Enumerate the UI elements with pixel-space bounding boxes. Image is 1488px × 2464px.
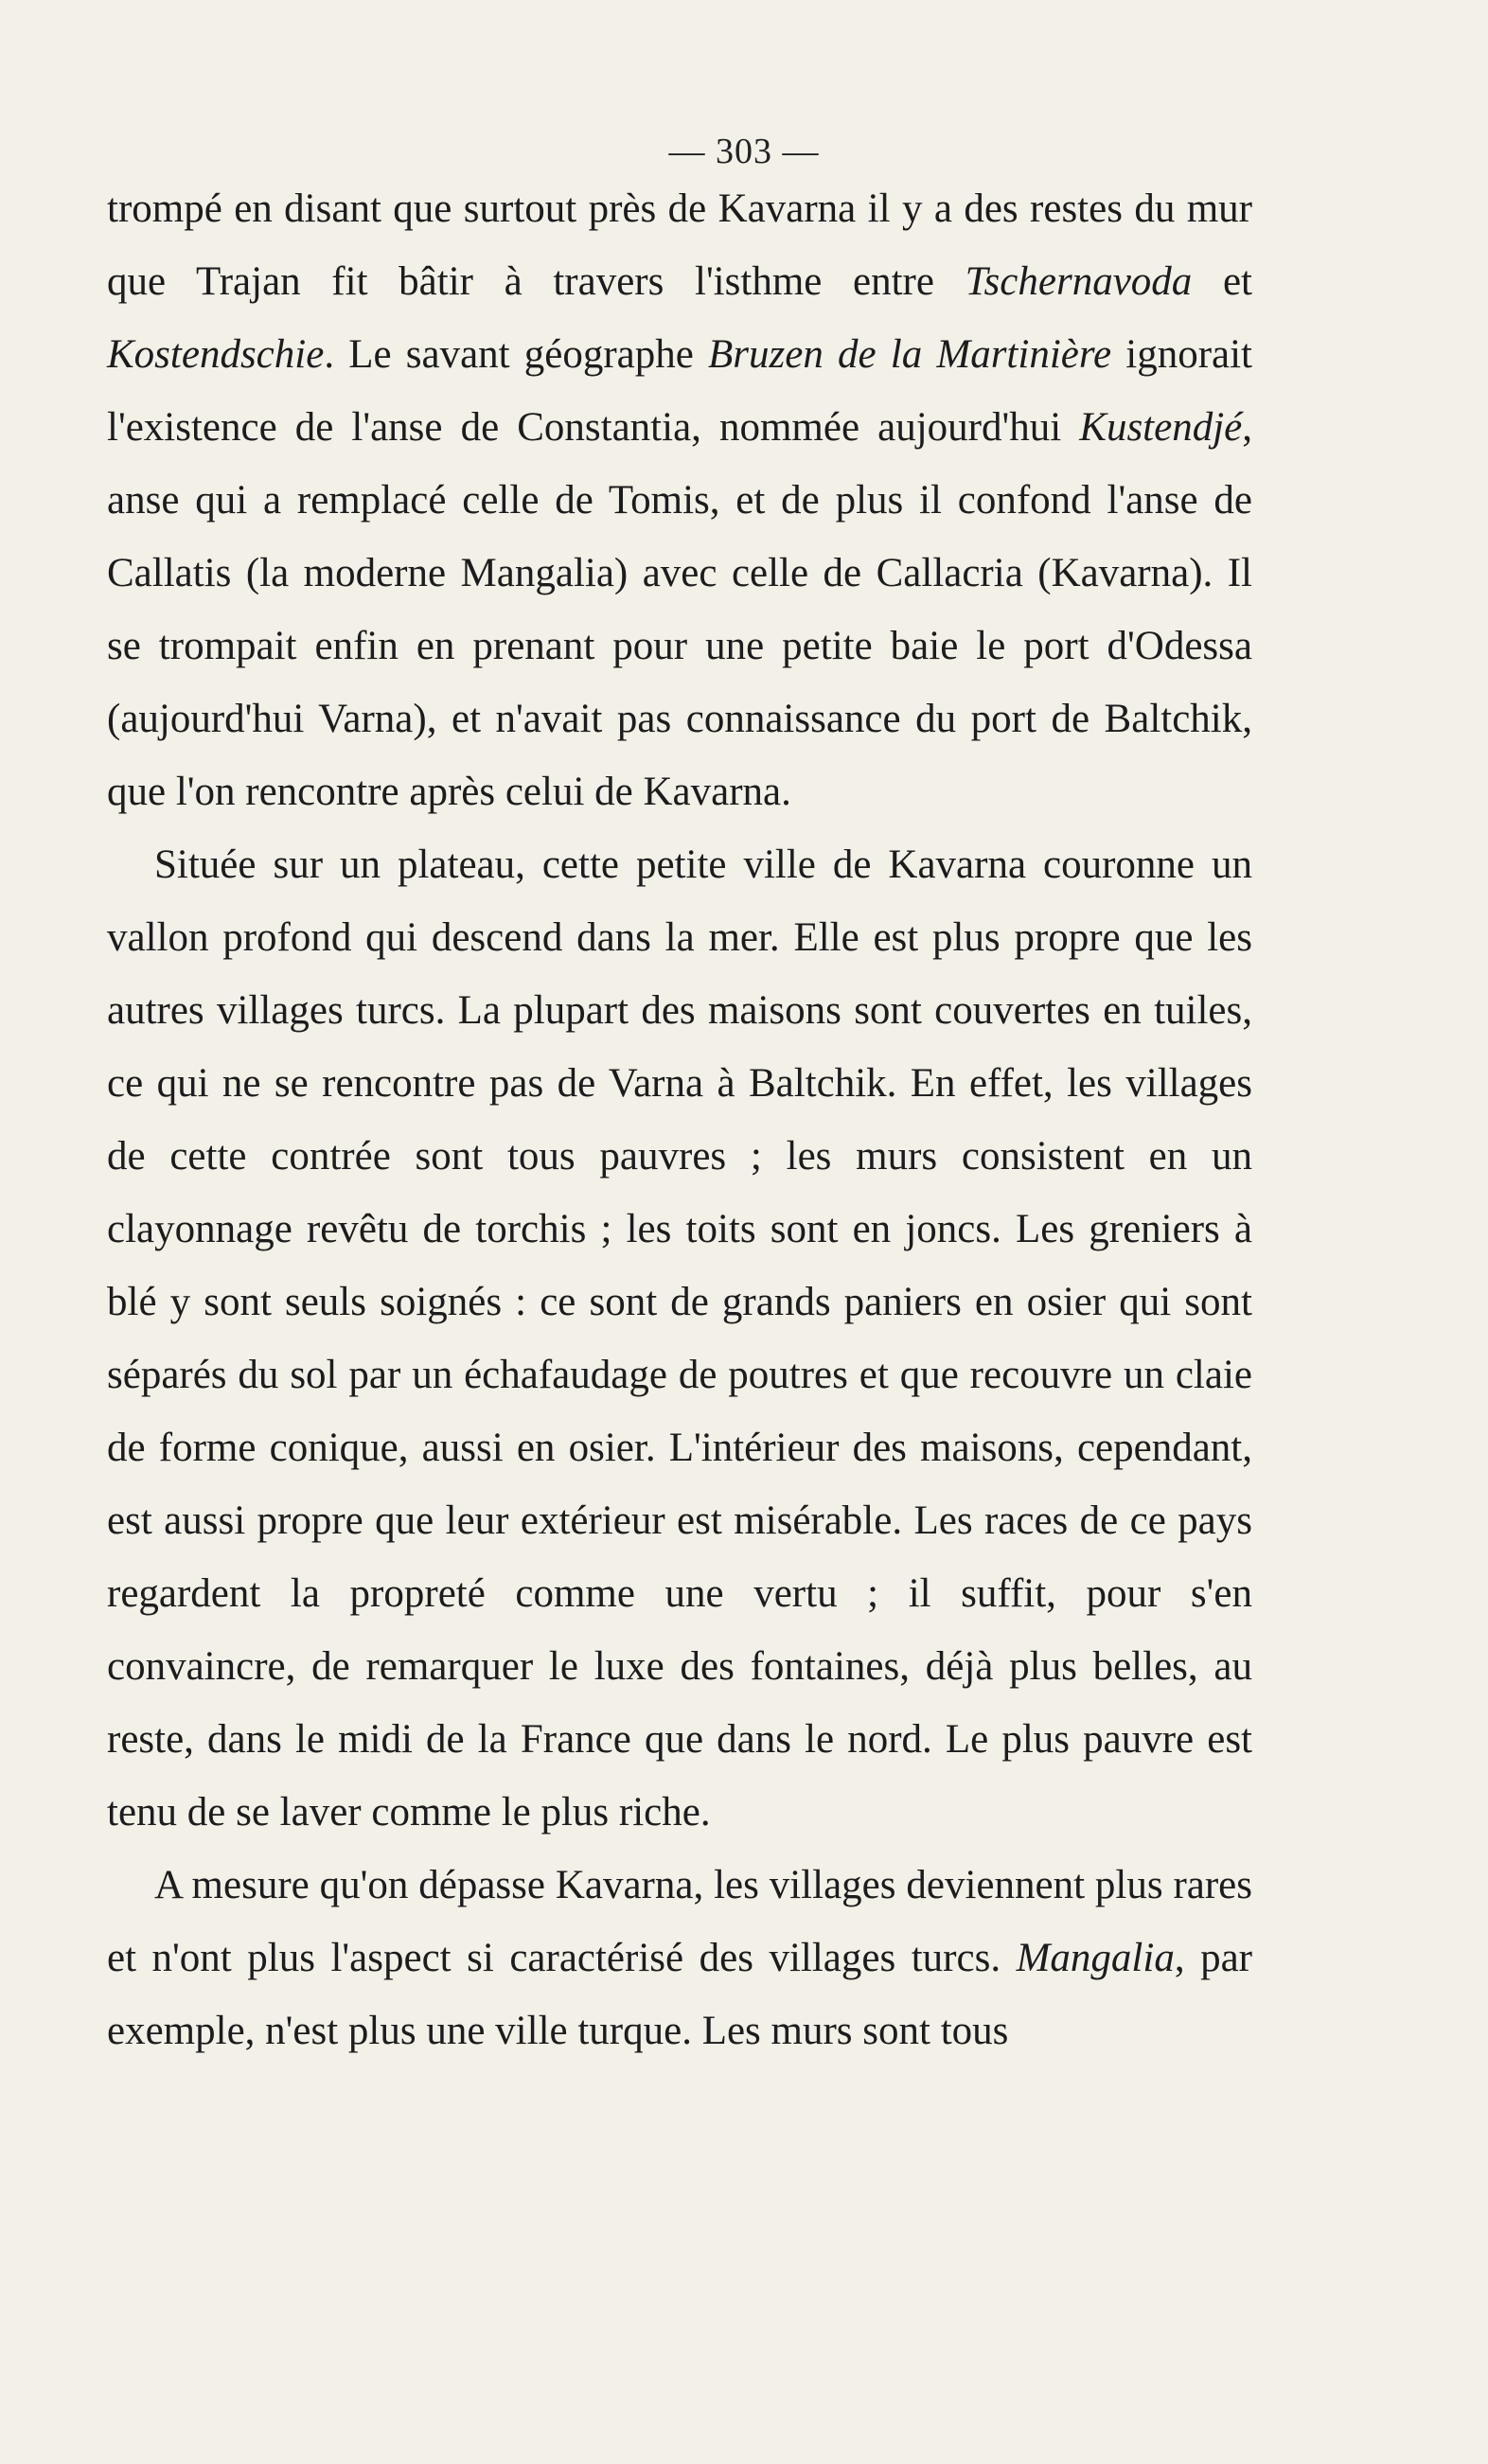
text-segment: . Le savant géographe xyxy=(324,332,709,377)
text-segment: A mesure qu'on dépasse Kavarna, les villages deviennent plus rares et n'ont plus l'aspect si caractérisé des villages turcs. xyxy=(107,1863,1252,1980)
text-segment: , par exemple, n'est plus une ville turque. Les murs sont tous xyxy=(107,1936,1253,2053)
text-segment: Située sur un plateau, cette petite ville de Kavarna couronne un vallon profond qui descend dans la mer. Elle est plus propre que les autres villages turcs. La plupart des maisons sont couvertes en tuiles, ce qui ne se rencontre pas de Varna à Baltchik. En effet, les villages de cette contrée sont tous pauvres ; les murs consistent en un clayonnage revêtu de torchis ; les toits sont en joncs. Les greniers à blé y sont seuls soignés : ce sont de grands paniers en osier qui sont séparés du sol par un échafaudage de poutres et que recouvre un claie de forme conique, aussi en osier. L'intérieur des maisons, cependant, est aussi propre que leur extérieur est misérable. Les races de ce pays regardent la propreté comme une vertu ; il suffit, pour s'en convaincre, de remarquer le luxe des fontaines, déjà plus belles, au reste, dans le midi de la France que dans le nord. Le plus pauvre est tenu de se laver comme le plus riche. xyxy=(107,842,1252,1835)
italic-place-name: Mangalia xyxy=(1016,1936,1175,1980)
body-text xyxy=(107,172,1252,2067)
paragraph-2 xyxy=(107,828,1252,1849)
italic-place-name: Tschernavoda xyxy=(965,259,1193,304)
italic-place-name: Kustendjé xyxy=(1079,405,1243,450)
italic-place-name: Kostendschie xyxy=(107,332,325,377)
paragraph-1 xyxy=(107,172,1252,828)
text-segment: , anse qui a remplacé celle de Tomis, et de plus il confond l'anse de Callatis (la moderne Mangalia) avec celle de Callacria (Kavarna). Il se trompait enfin en prenant pour une petite baie le port d'Odessa (aujourd'hui Varna), et n'avait pas connaissance du port de Baltchik, que l'on rencontre après celui de Kavarna. xyxy=(107,405,1252,814)
text-segment: trompé en disant que surtout près de Kavarna il y a des restes du mur que Trajan fit bâtir à travers l'isthme entre xyxy=(107,186,1252,304)
paragraph-3 xyxy=(107,1849,1252,2067)
text-segment: ignorait l'existence de l'anse de Constantia, nommée aujourd'hui xyxy=(107,332,1252,450)
italic-author-name: Bruzen de la Martinière xyxy=(708,332,1112,377)
page-number: — 303 — xyxy=(668,132,820,171)
text-segment: et xyxy=(1192,259,1252,304)
